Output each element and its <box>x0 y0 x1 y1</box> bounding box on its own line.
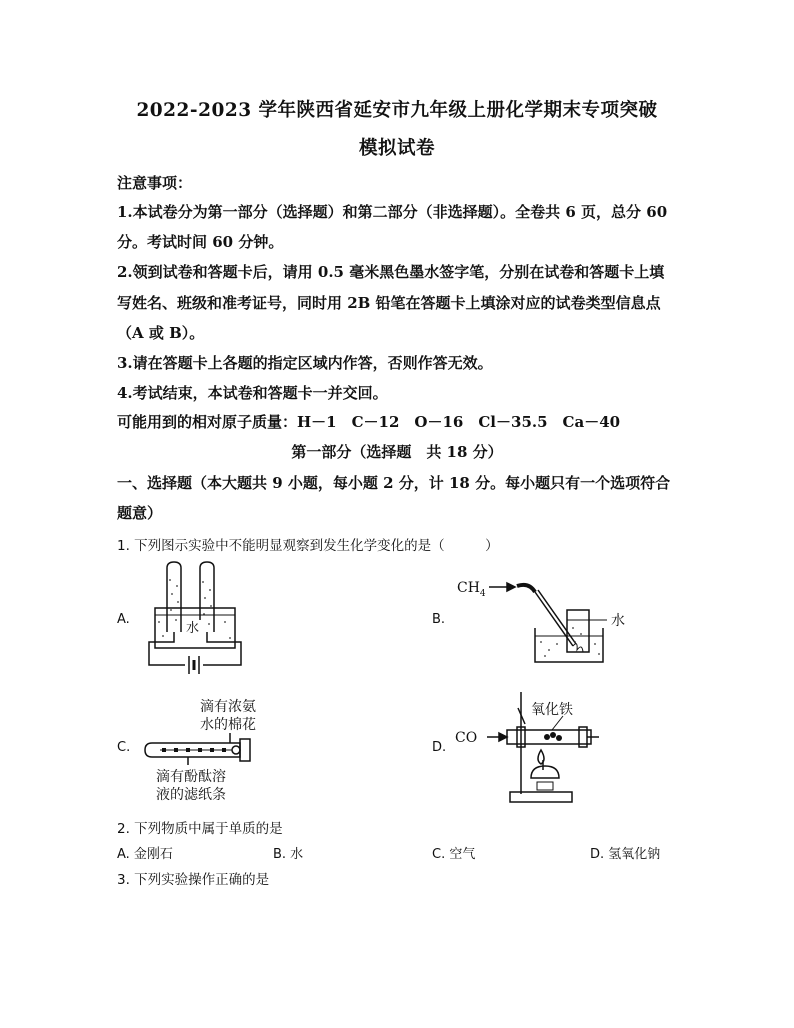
exam-title-line2: 模拟试卷 <box>358 138 435 159</box>
q1-figure-d-co-reduction <box>455 690 615 805</box>
notice-line-1: 1.本试卷分为第一部分（选择题）和第二部分（非选择题）。全卷共 6 页，总分 60 <box>117 203 668 221</box>
q2-option-b: B. 水 <box>273 847 304 862</box>
q1-option-c-label: C. <box>117 740 131 755</box>
question-1-stem: 1. 下列图示实验中不能明显观察到发生化学变化的是（ ） <box>117 538 499 554</box>
exam-title-line1: 2022-2023 学年陕西省延安市九年级上册化学期末专项突破 <box>136 100 658 121</box>
q1-figure-c-bottom-label-1: 滴有酚酞溶 <box>156 769 226 785</box>
atomic-masses: 可能用到的相对原子质量：H－1 C－12 O－16 Cl－35.5 Ca－40 <box>117 413 621 431</box>
q1-figure-c-top-label-1: 滴有浓氨 <box>200 699 256 715</box>
q1-figure-a-water-label: 水 <box>186 621 200 636</box>
section1-line-1: 一、选择题（本大题共 9 小题，每小题 2 分，计 18 分。每小题只有一个选项符合 <box>117 474 671 492</box>
question-3-stem: 3. 下列实验操作正确的是 <box>117 872 270 888</box>
q1-figure-b-water-label: 水 <box>611 613 625 629</box>
q1-option-a-label: A. <box>117 612 130 627</box>
notice-line-5: （A 或 B）。 <box>117 324 205 342</box>
q1-option-b-label: B. <box>432 612 446 627</box>
q1-figure-a-electrolysis <box>145 560 245 682</box>
q1-figure-b-ch4-label: $CH_4$ <box>457 580 486 599</box>
notice-heading: 注意事项： <box>117 174 193 192</box>
question-2-stem: 2. 下列物质中属于单质的是 <box>117 821 283 837</box>
notice-line-7: 4.考试结束，本试卷和答题卡一并交回。 <box>117 384 388 402</box>
notice-line-6: 3.请在答题卡上各题的指定区域内作答，否则作答无效。 <box>117 354 493 372</box>
q1-option-d-label: D. <box>432 740 447 755</box>
q1-figure-d-co-label: CO <box>455 730 478 746</box>
q1-figure-c-bottom-label-2: 液的滤纸条 <box>156 787 226 803</box>
notice-line-2: 分。考试时间 60 分钟。 <box>117 233 284 251</box>
part1-heading: 第一部分（选择题 共 18 分） <box>291 443 503 461</box>
notice-line-3: 2.领到试卷和答题卡后，请用 0.5 毫米黑色墨水签字笔，分别在试卷和答题卡上填 <box>117 263 665 281</box>
q2-option-a: A. 金刚石 <box>117 847 173 862</box>
section1-line-2: 题意） <box>117 504 163 522</box>
q2-option-c: C. 空气 <box>432 847 476 862</box>
q1-figure-c-ammonia <box>140 695 290 810</box>
q2-option-d: D. 氢氧化钠 <box>590 847 661 862</box>
q1-figure-c-top-label-2: 水的棉花 <box>200 717 256 733</box>
q1-figure-d-iron-oxide-label: 氧化铁 <box>531 702 573 718</box>
q1-figure-b-methane <box>455 570 645 670</box>
notice-line-4: 写姓名、班级和准考证号，同时用 2B 铅笔在答题卡上填涂对应的试卷类型信息点 <box>117 294 661 312</box>
